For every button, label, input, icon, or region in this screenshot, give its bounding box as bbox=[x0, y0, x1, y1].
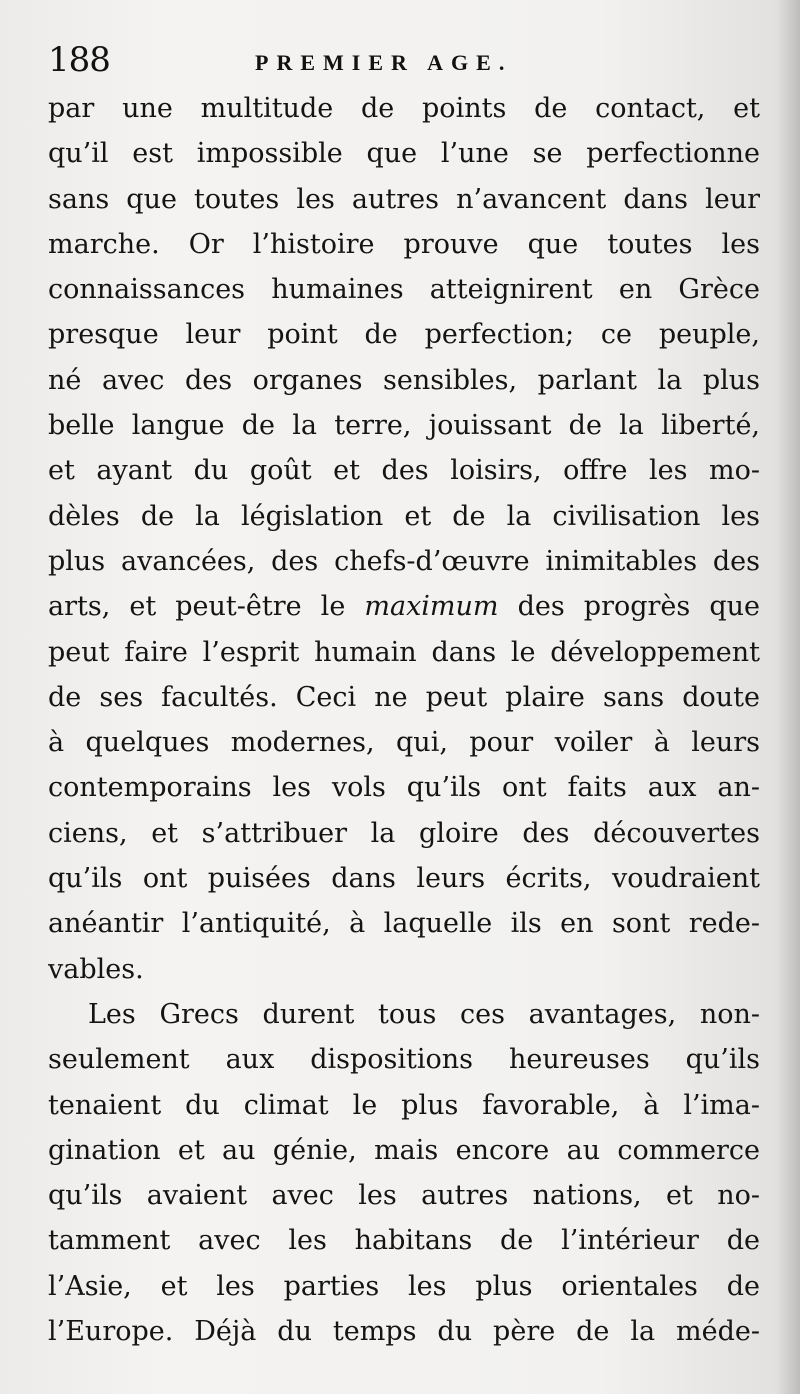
text-line: connaissances humaines atteignirent en Grèce bbox=[48, 274, 760, 306]
text-line: seulement aux dispositions heureuses qu’ils bbox=[48, 1044, 760, 1076]
text-line: par une multitude de points de contact, et bbox=[48, 93, 760, 124]
text-line: né avec des organes sensibles, parlant la plus bbox=[48, 364, 760, 396]
text-line: de ses facultés. Ceci ne peut plaire sans doute bbox=[48, 681, 760, 713]
text-segment: arts, et peut-être le bbox=[48, 591, 365, 623]
italic-word: maximum bbox=[364, 591, 499, 623]
text-line: et ayant du goût et des loisirs, offre les mo- bbox=[48, 455, 760, 487]
text-line: tenaient du climat le plus favorable, à l’ima- bbox=[48, 1089, 760, 1121]
text-line: dèles de la législation et de la civilisation les bbox=[48, 500, 760, 532]
page-number: 188 bbox=[48, 40, 110, 80]
text-line: ciens, et s’attribuer la gloire des découvertes bbox=[48, 817, 760, 849]
text-line: peut faire l’esprit humain dans le développement bbox=[48, 636, 760, 668]
text-line: gination et au génie, mais encore au commerce bbox=[48, 1134, 760, 1166]
text-line: l’Asie, et les parties les plus orientales de bbox=[48, 1270, 760, 1302]
text-line: qu’ils avaient avec les autres nations, et no- bbox=[48, 1180, 760, 1212]
text-line: à quelques modernes, qui, pour voiler à leurs bbox=[48, 727, 760, 759]
text-line bbox=[48, 584, 760, 629]
text-line: anéantir l’antiquité, à laquelle ils en sont rede- bbox=[48, 908, 760, 940]
text-line: vables. bbox=[48, 953, 144, 985]
text-line: marche. Or l’histoire prouve que toutes les bbox=[48, 228, 760, 260]
page-header bbox=[48, 40, 760, 82]
text-line: belle langue de la terre, jouissant de la liberté, bbox=[48, 410, 760, 442]
text-line: sans que toutes les autres n’avancent dans leur bbox=[48, 183, 760, 215]
text-line: qu’ils ont puisées dans leurs écrits, voudraient bbox=[48, 863, 760, 895]
body-text bbox=[48, 86, 760, 1354]
text-line: contemporains les vols qu’ils ont faits aux an- bbox=[48, 772, 760, 804]
text-line: Les Grecs durent tous ces avantages, non- bbox=[88, 998, 760, 1030]
text-line: qu’il est impossible que l’une se perfectionne bbox=[48, 138, 760, 170]
running-title: PREMIER AGE. bbox=[255, 50, 513, 75]
text-segment: des progrès que bbox=[498, 591, 760, 623]
text-line: l’Europe. Déjà du temps du père de la méde- bbox=[48, 1316, 760, 1348]
text-line: presque leur point de perfection; ce peuple, bbox=[48, 319, 760, 351]
text-line: plus avancées, des chefs-d’œuvre inimitables des bbox=[48, 545, 760, 577]
text-line: tamment avec les habitans de l’intérieur de bbox=[48, 1225, 760, 1257]
